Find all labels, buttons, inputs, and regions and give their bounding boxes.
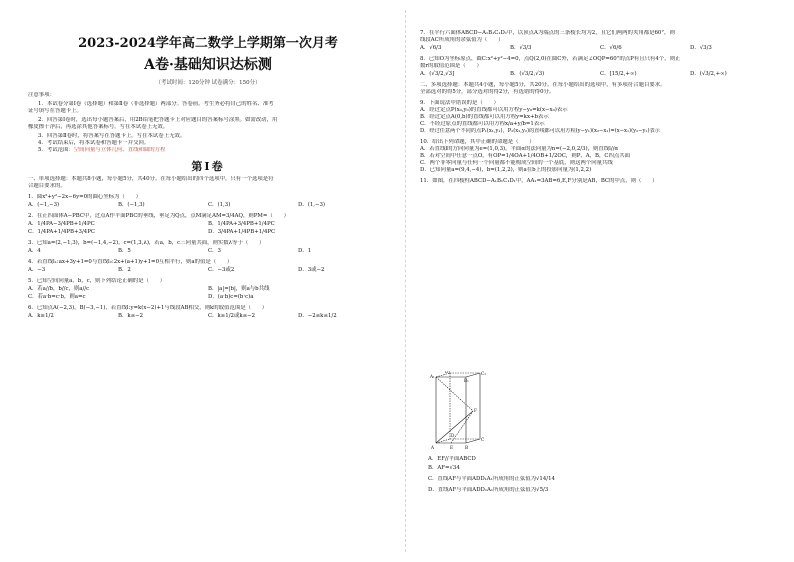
vertex-label: D₁ (445, 371, 451, 374)
option-a: A．4 (28, 248, 41, 254)
option-a: A．k≥1/2 (28, 313, 54, 319)
option-d: D．(a·b)c=(b·c)a (208, 294, 254, 300)
option-a: A．−3 (28, 267, 46, 273)
option-a: A．(−1,−3) (28, 202, 60, 208)
notice-item: 证号填写在答题卡上。 (28, 108, 82, 114)
option-b: B．|a|=|b|，则a与b共线 (208, 286, 270, 292)
option-d: D．直线AF与平面ADD₁A₁所成角的正弦值为√5/3 (428, 487, 549, 493)
scope-label: 5．考试范围： (38, 147, 74, 153)
option-b: B．2 (118, 267, 131, 273)
notice-item: 4．考试结束后，将本试卷和答题卡一并交回。 (38, 140, 150, 146)
option-c: C．−3或2 (208, 267, 235, 273)
exam-meta: （考试时间：120分钟 试卷满分：150分） (155, 80, 261, 86)
question-7-options (420, 44, 780, 52)
column-divider (405, 10, 406, 552)
option-d: D．(√3/2,+∞) (690, 71, 727, 77)
question-6-stem: 6．已知点A(−2,3)，B(−3,−1)，若直线l:y=k(x−2)+1与线段AB相交，则k的取值范围是（ ） (28, 305, 268, 311)
option-c: C．不经过原点的直线都可以用方程x/a+y/b=1表示 (420, 121, 545, 127)
notice-item: 2．回答第Ⅰ卷时，选出每小题答案后，用2B铅笔把答题卡上对应题目的答案标号涂黑。如需改动，用 (38, 117, 278, 123)
question-5-options (28, 293, 388, 301)
option-b: B．1/4PA+3/4PB+1/4PC (208, 221, 275, 227)
part1-intro: 合题目要求的。 (28, 183, 66, 189)
option-b: B．(√3/2,√3) (510, 71, 545, 77)
option-a: A．若直线l的方向向量为e=(1,0,3)，平面α的法向量为n=(−2,0,2/3)，则直线l//α (420, 146, 619, 152)
prism-figure (430, 371, 488, 453)
exam-title: 2023-2024学年高二数学上学期第一次月考 (78, 36, 338, 51)
question-3-stem: 3．已知a=(2,−1,3)，b=(−1,4,−2)，c=(1,3,λ)，若a，b，c三向量共面，则实数λ等于（ ） (28, 240, 265, 246)
vertex-label: A₁ (430, 374, 435, 379)
question-5-stem: 5．已知空间向量a，b，c，则下列结论正确的是（ ） (28, 278, 166, 284)
option-d: D．3或−2 (298, 267, 325, 273)
option-a: A．1/4PA−3/4PB+1/4PC (28, 221, 95, 227)
option-b: B．√3/3 (510, 45, 532, 51)
option-a: A．(√3/2,√3] (420, 71, 455, 77)
part2-intro: 二、多项选择题：本题共4小题，每小题5分，共20分。在每小题给出的选项中，有多项符合题目要求。 (420, 82, 666, 88)
option-d: D．√3/3 (690, 45, 712, 51)
question-7-stem: 7．在平行六面体ABCD−A₁B₁C₁D₁中，以顶点A为端点的三条棱长均为2，且它们两两的夹角都是60°，则 (420, 30, 675, 36)
right-column (420, 26, 780, 556)
option-d: D．3/4PA+1/4PB+1/4PC (208, 229, 276, 235)
notice-item-scope (28, 147, 388, 154)
part2-intro: 全部选对的得5分，部分选对的得2分，有选错的得0分。 (420, 89, 555, 95)
question-8-stem: 数r的取值范围是（ ） (420, 63, 482, 69)
option-c: C．√6/6 (600, 45, 622, 51)
vertex-label: B₁ (464, 378, 469, 383)
option-b: B．5 (118, 248, 131, 254)
question-10-stem: 10．给出下列命题，其中正确的命题是（ ） (420, 139, 535, 145)
question-11-options (428, 456, 778, 494)
option-a: A．经过定点P(x₀,y₀)的直线都可以用方程y−y₀=k(x−x₀)表示 (420, 107, 568, 113)
question-4-stem: 4．若直线l₁:ax+3y+1=0与直线l₂:2x+(a+1)y+1=0互相平行，则a的值是（ ） (28, 259, 233, 265)
vertex-label: E (450, 445, 454, 450)
question-9-stem: 9．下面说法中错误的是（ ） (420, 100, 499, 106)
question-7-stem: 线段AC所成角的余弦值为（ ） (420, 37, 504, 43)
option-a: A．EF//平面ABCD (428, 456, 476, 462)
question-6-options (28, 312, 388, 320)
option-c: C．k≥1/2或k≤−2 (208, 313, 256, 319)
section-title: 第Ⅰ卷 (191, 160, 225, 173)
vertex-label: B (465, 445, 469, 450)
notice-item: 橡皮擦干净后，再选涂其他答案标号。写在本试卷上无效。 (28, 124, 169, 130)
option-d: D．1 (298, 248, 312, 254)
question-8-stem: 8．已知O为坐标原点，圆C:x²+y²−4=0，点Q(2,0)在圆C外，若满足∠OQP=60°的点P有且只有4个，则正 (420, 56, 681, 62)
option-d: D．(1,−3) (298, 202, 326, 208)
option-c: C．[15/2,+∞) (600, 71, 637, 77)
question-8-options (420, 70, 780, 78)
question-3-options (28, 247, 388, 255)
question-2-options (28, 220, 388, 228)
option-c: C．1/4PA+1/4PB+3/4PC (28, 229, 95, 235)
question-2-stem: 2．在正四面体A−PBC中，过点A作平面PBC的垂线，垂足为Q点，点M满足AM=3/4AQ，则PM=（ ） (28, 213, 289, 219)
option-b: B．若对空间中任意一点O，有OP=1/4OA+1/4OB+1/2OC，则P，A，B，C四点共面 (420, 153, 631, 159)
option-a: A．√6/3 (420, 45, 442, 51)
option-b: B．经过定点A(0,b)的直线都可以用方程y=kx+b表示 (420, 114, 549, 120)
question-1-options (28, 201, 388, 209)
option-b: B．(−1,3) (118, 202, 145, 208)
question-2-options (28, 228, 388, 236)
option-c: C．两个非零向量与任何一个向量都不能构成空间的一个基底，则这两个向量共线 (420, 160, 613, 166)
edge (466, 439, 480, 443)
notice-item: 1．本试卷分第Ⅰ卷（选择题）和第Ⅱ卷（非选择题）两部分。答卷前，考生务必将自己的姓名、准考 (38, 101, 274, 107)
left-column (28, 26, 388, 556)
option-c: C．若a·b=c·b，则a=c (28, 294, 86, 300)
option-c: C．直线AF与平面ADD₁A₁所成角的正弦值为√14/14 (428, 476, 555, 482)
vertex-label: C (481, 437, 485, 442)
edge (466, 373, 480, 377)
part1-intro: 一、单项选择题：本题共8小题，每小题5分，共40分。在每小题给出的四个选项中，只有一个选项是符 (28, 176, 274, 182)
option-c: C．(1,3) (208, 202, 231, 208)
option-d: D．已知向量a=(9,4,−4)，b=(1,2,2)，则a在b上的投影向量为(1,2,2) (420, 167, 592, 173)
vertex-label: C₁ (481, 371, 486, 376)
option-d: D．经过任意两个不同的点P₁(x₁,y₁)，P₂(x₂,y₂)的直线都可以用方程(y−y₁)(x₂−x₁)=(x−x₁)(y₂−y₁)表示 (420, 128, 660, 134)
notice-heading: 注意事项： (28, 92, 55, 98)
option-b: B．AF=√34 (428, 465, 460, 471)
vertex-label: F (474, 408, 477, 413)
question-4-options (28, 266, 388, 274)
question-1-stem: 1．圆x²+y²−2x−6y=0的圆心坐标为（ ） (28, 194, 141, 200)
vertex-label: A (431, 445, 435, 450)
option-a: A．若a//b，b//c，则a//c (28, 286, 90, 292)
question-5-options (28, 285, 388, 293)
scope-value: 空间向量与立体几何、直线和圆的方程 (73, 147, 166, 153)
option-d: D．−2≤k≤1/2 (298, 313, 337, 319)
vertex-label: D (451, 433, 455, 438)
notice-item: 3．回答第Ⅱ卷时，将答案写在答题卡上。写在本试卷上无效。 (38, 133, 186, 139)
question-11-stem: 11．如图，在四棱柱ABCD−A₁B₁C₁D₁中，AA₁=3AB=6,E,F分别是AB，BC的中点，则（ ） (420, 178, 658, 184)
option-c: C．3 (208, 248, 221, 254)
option-b: B．k≤−2 (118, 313, 144, 319)
exam-subtitle: A卷·基础知识达标测 (144, 57, 272, 73)
